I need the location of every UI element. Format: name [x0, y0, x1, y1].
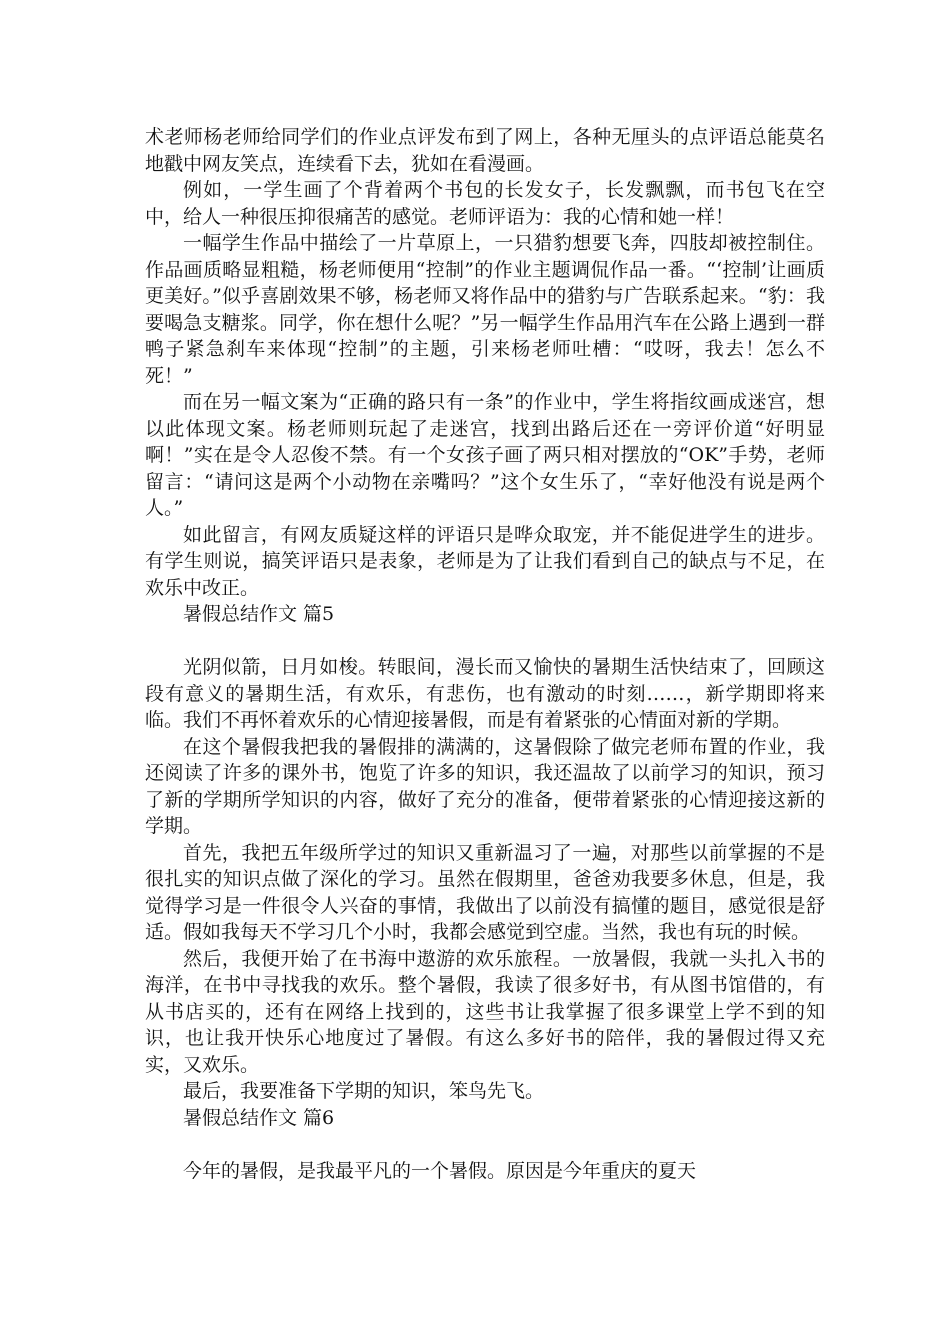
section-heading-6: 暑假总结作文 篇6 — [183, 1106, 335, 1129]
paragraph: 在这个暑假我把我的暑假排的满满的，这暑假除了做完老师布置的作业，我还阅读了许多的课外书，饱览了许多的知识，我还温故了以前学习的知识，预习了新的学期所学知识的内容，做好了充分的准备，便带着紧张的心情迎接这新的学期。 — [145, 735, 825, 837]
blank-line — [145, 628, 825, 655]
paragraph: 最后，我要准备下学期的知识，笨鸟先飞。 — [183, 1080, 545, 1102]
section-heading-5: 暑假总结作文 篇5 — [183, 603, 335, 625]
paragraph: 术老师杨老师给同学们的作业点评发布到了网上，各种无厘头的点评语总能莫名地戳中网友笑点，连续看下去，犹如在看漫画。 — [145, 126, 825, 175]
paragraph: 而在另一幅文案为“正确的路只有一条”的作业中，学生将指纹画成迷宫，想以此体现文案。杨老师则玩起了走迷宫，找到出路后还在一旁评价道“好明显啊！”实在是令人忍俊不禁。有一个女孩子画了两只相对摆放的“OK”手势，老师留言：“请问这是两个小动物在亲嘴吗？”这个女生乐了，“幸好他没有说是两个人。” — [145, 391, 825, 519]
paragraph: 一幅学生作品中描绘了一片草原上，一只猎豹想要飞奔，四肢却被控制住。作品画质略显粗糙，杨老师便用“控制”的作业主题调侃作品一番。“‘控制’让画质更美好。”似乎喜剧效果不够，杨老师又将作品中的猎豹与广告联系起来。“豹：我要喝急支糖浆。同学，你在想什么呢？”另一幅学生作品用汽车在公路上遇到一群鸭子紧急刹车来体现“控制”的主题，引来杨老师吐槽：“哎呀，我去！怎么不死！” — [145, 232, 825, 387]
blank-line — [145, 1131, 825, 1158]
paragraph: 光阴似箭，日月如梭。转眼间，漫长而又愉快的暑期生活快结束了，回顾这段有意义的暑期生活，有欢乐，有悲伤，也有激动的时刻……，新学期即将来临。我们不再怀着欢乐的心情迎接暑假，而是有着紧张的心情面对新的学期。 — [145, 656, 825, 731]
paragraph: 今年的暑假，是我最平凡的一个暑假。原因是今年重庆的夏天 — [183, 1159, 697, 1182]
paragraph: 如此留言，有网友质疑这样的评语只是哗众取宠，并不能促进学生的进步。有学生则说，搞笑评语只是表象，老师是为了让我们看到自己的缺点与不足，在欢乐中改正。 — [145, 523, 825, 599]
paragraph: 例如，一学生画了个背着两个书包的长发女子，长发飘飘，而书包飞在空中，给人一种很压抑很痛苦的感觉。老师评语为：我的心情和她一样！ — [145, 179, 825, 228]
paragraph: 首先，我把五年级所学过的知识又重新温习了一遍，对那些以前掌握的不是很扎实的知识点做了深化的学习。虽然在假期里，爸爸劝我要多休息，但是，我觉得学习是一件很令人兴奋的事情，我做出了以前没有搞懂的题目，感觉很是舒适。假如我每天不学习几个小时，我都会感觉到空虚。当然，我也有玩的时候。 — [145, 841, 825, 943]
document-page — [145, 124, 825, 1184]
paragraph: 然后，我便开始了在书海中遨游的欢乐旅程。一放暑假，我就一头扎入书的海洋，在书中寻找我的欢乐。整个暑假，我读了很多好书，有从图书馆借的，有从书店买的，还有在网络上找到的，这些书让我掌握了很多课堂上学不到的知识，也让我开快乐心地度过了暑假。有这么多好书的陪伴，我的暑假过得又充实，又欢乐。 — [145, 947, 825, 1076]
